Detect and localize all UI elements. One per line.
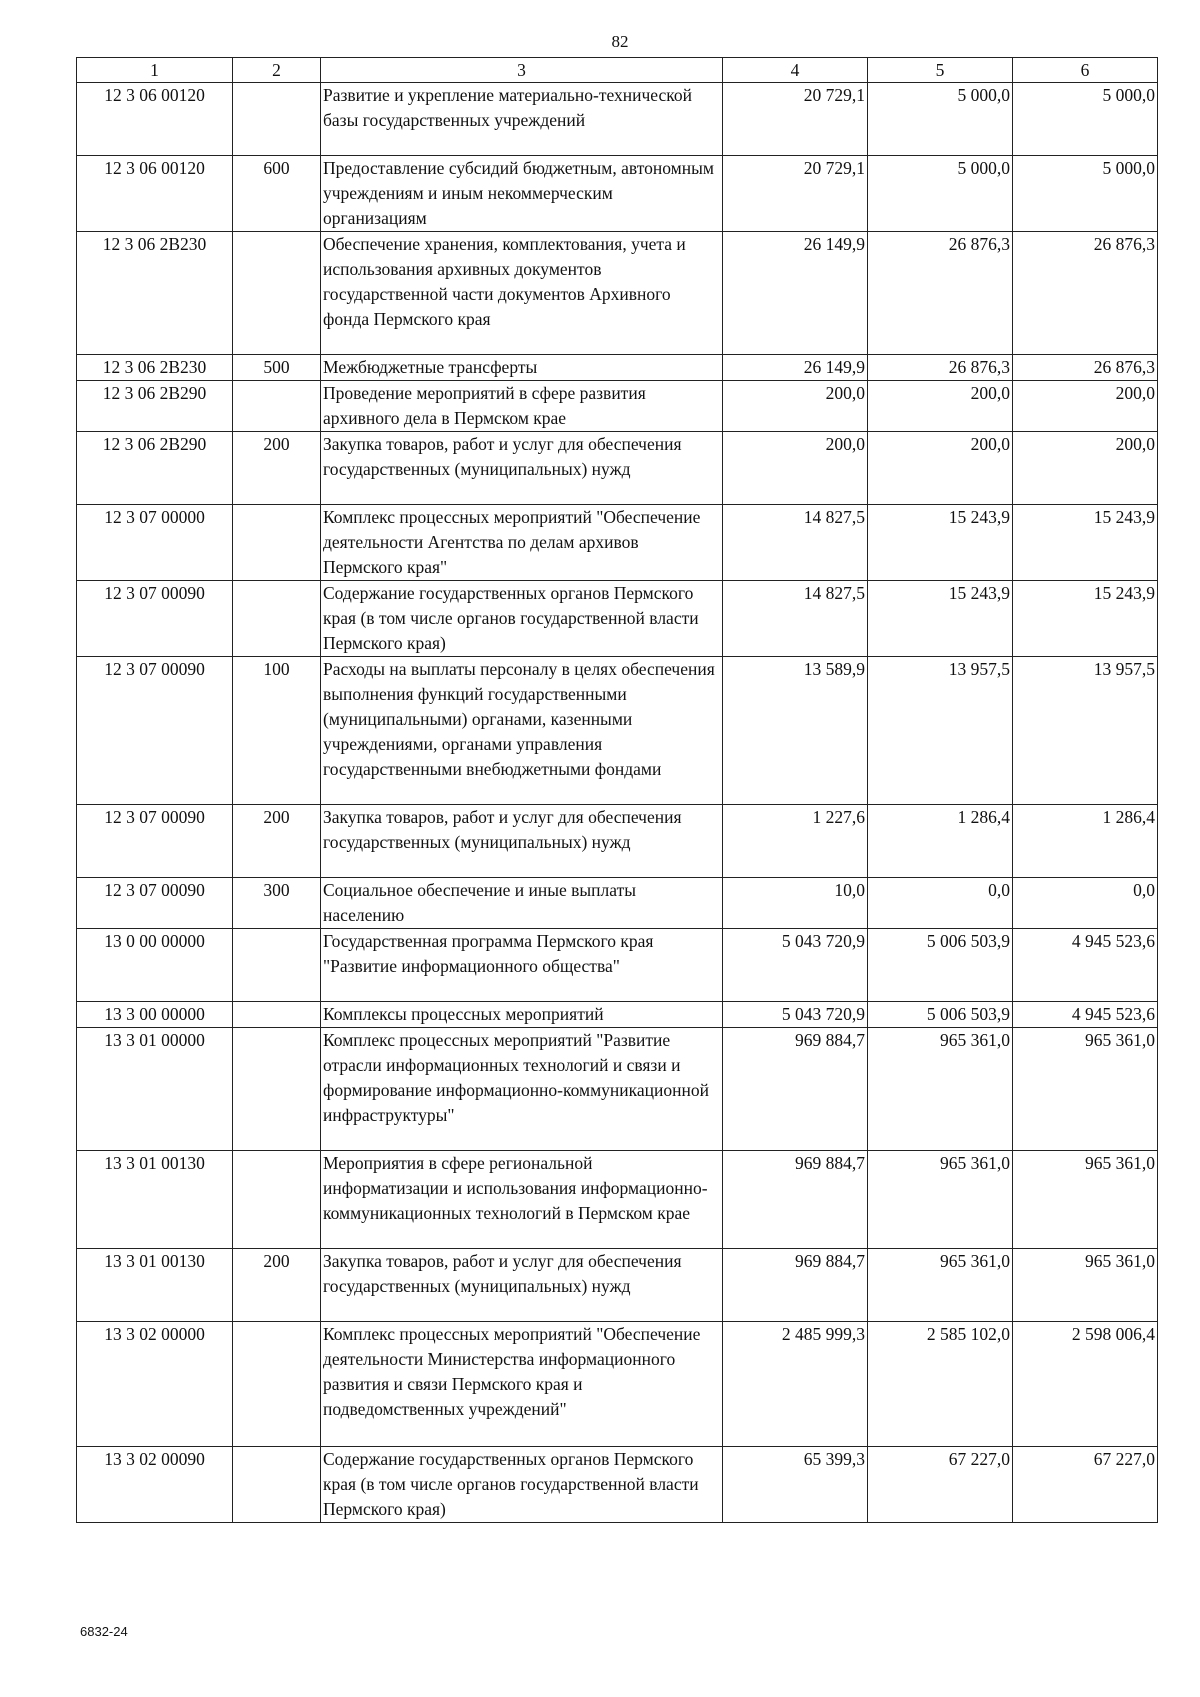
amount-col-4: 14 827,5 [723, 505, 868, 581]
column-header: 4 [723, 58, 868, 83]
amount-col-6: 4 945 523,6 [1013, 1002, 1158, 1028]
amount-col-5: 5 000,0 [868, 156, 1013, 232]
item-name: Развитие и укрепление материально-технической базы государственных учреждений [321, 83, 723, 156]
classification-code: 12 3 07 00090 [77, 657, 233, 805]
amount-col-5: 5 006 503,9 [868, 929, 1013, 1002]
page-number: 82 [611, 32, 629, 51]
amount-col-6: 15 243,9 [1013, 505, 1158, 581]
amount-col-5: 965 361,0 [868, 1028, 1013, 1151]
amount-col-6: 13 957,5 [1013, 657, 1158, 805]
amount-col-5: 0,0 [868, 878, 1013, 929]
amount-col-6: 26 876,3 [1013, 232, 1158, 355]
table-row [77, 878, 1158, 929]
amount-col-5: 26 876,3 [868, 232, 1013, 355]
amount-col-6: 965 361,0 [1013, 1028, 1158, 1151]
amount-col-5: 13 957,5 [868, 657, 1013, 805]
amount-col-6: 5 000,0 [1013, 83, 1158, 156]
classification-code: 13 3 02 00000 [77, 1322, 233, 1447]
amount-col-4: 969 884,7 [723, 1249, 868, 1322]
item-name: Закупка товаров, работ и услуг для обеспечения государственных (муниципальных) нужд [321, 432, 723, 505]
amount-col-6: 965 361,0 [1013, 1249, 1158, 1322]
amount-col-4: 969 884,7 [723, 1028, 868, 1151]
table-row [77, 581, 1158, 657]
item-name: Комплексы процессных мероприятий [321, 1002, 723, 1028]
table-row [77, 805, 1158, 878]
item-name: Проведение мероприятий в сфере развития архивного дела в Пермском крае [321, 381, 723, 432]
classification-code: 12 3 06 2В290 [77, 432, 233, 505]
amount-col-5: 200,0 [868, 381, 1013, 432]
expense-type-code: 200 [233, 432, 321, 505]
amount-col-6: 200,0 [1013, 381, 1158, 432]
amount-col-6: 4 945 523,6 [1013, 929, 1158, 1002]
table-row [77, 355, 1158, 381]
classification-code: 12 3 06 00120 [77, 83, 233, 156]
document-code: 6832-24 [80, 1624, 128, 1639]
amount-col-4: 13 589,9 [723, 657, 868, 805]
amount-col-6: 5 000,0 [1013, 156, 1158, 232]
expense-type-code [233, 232, 321, 355]
item-name: Комплекс процессных мероприятий "Обеспечение деятельности Министерства информационного развития и связи Пермского края и подведомственных учреждений" [321, 1322, 723, 1447]
amount-col-6: 1 286,4 [1013, 805, 1158, 878]
expense-type-code: 200 [233, 1249, 321, 1322]
amount-col-5: 15 243,9 [868, 581, 1013, 657]
classification-code: 13 0 00 00000 [77, 929, 233, 1002]
amount-col-4: 65 399,3 [723, 1447, 868, 1523]
amount-col-5: 5 006 503,9 [868, 1002, 1013, 1028]
classification-code: 12 3 07 00000 [77, 505, 233, 581]
column-number-row [77, 58, 1158, 83]
amount-col-4: 5 043 720,9 [723, 1002, 868, 1028]
expense-type-code [233, 1447, 321, 1523]
expense-type-code [233, 581, 321, 657]
amount-col-6: 200,0 [1013, 432, 1158, 505]
amount-col-5: 67 227,0 [868, 1447, 1013, 1523]
table-row [77, 232, 1158, 355]
amount-col-4: 2 485 999,3 [723, 1322, 868, 1447]
amount-col-5: 15 243,9 [868, 505, 1013, 581]
classification-code: 12 3 07 00090 [77, 878, 233, 929]
amount-col-5: 26 876,3 [868, 355, 1013, 381]
expense-type-code [233, 1028, 321, 1151]
amount-col-5: 2 585 102,0 [868, 1322, 1013, 1447]
amount-col-4: 969 884,7 [723, 1151, 868, 1249]
item-name: Закупка товаров, работ и услуг для обеспечения государственных (муниципальных) нужд [321, 1249, 723, 1322]
item-name: Содержание государственных органов Пермского края (в том числе органов государственной власти Пермского края) [321, 1447, 723, 1523]
amount-col-4: 20 729,1 [723, 83, 868, 156]
amount-col-4: 200,0 [723, 381, 868, 432]
expense-type-code: 600 [233, 156, 321, 232]
item-name: Комплекс процессных мероприятий "Развитие отрасли информационных технологий и связи и формирование информационно-коммуникационной инфраструктуры" [321, 1028, 723, 1151]
item-name: Комплекс процессных мероприятий "Обеспечение деятельности Агентства по делам архивов Пермского края" [321, 505, 723, 581]
table-row [77, 1447, 1158, 1523]
item-name: Расходы на выплаты персоналу в целях обеспечения выполнения функций государственными (муниципальными) органами, казенными учреждениями, органами управления государственными внебюджетными фондами [321, 657, 723, 805]
amount-col-6: 0,0 [1013, 878, 1158, 929]
table-row [77, 83, 1158, 156]
table-row [77, 156, 1158, 232]
amount-col-4: 1 227,6 [723, 805, 868, 878]
classification-code: 13 3 02 00090 [77, 1447, 233, 1523]
amount-col-4: 14 827,5 [723, 581, 868, 657]
classification-code: 12 3 07 00090 [77, 581, 233, 657]
amount-col-5: 200,0 [868, 432, 1013, 505]
item-name: Содержание государственных органов Пермского края (в том числе органов государственной власти Пермского края) [321, 581, 723, 657]
table-row [77, 1028, 1158, 1151]
amount-col-4: 10,0 [723, 878, 868, 929]
table-row [77, 929, 1158, 1002]
amount-col-4: 200,0 [723, 432, 868, 505]
classification-code: 12 3 06 2В230 [77, 232, 233, 355]
classification-code: 13 3 01 00130 [77, 1249, 233, 1322]
amount-col-5: 965 361,0 [868, 1151, 1013, 1249]
amount-col-4: 5 043 720,9 [723, 929, 868, 1002]
item-name: Социальное обеспечение и иные выплаты населению [321, 878, 723, 929]
table-row [77, 1151, 1158, 1249]
table-row [77, 657, 1158, 805]
budget-table [76, 57, 1158, 1523]
amount-col-4: 26 149,9 [723, 232, 868, 355]
expense-type-code [233, 1002, 321, 1028]
item-name: Государственная программа Пермского края "Развитие информационного общества" [321, 929, 723, 1002]
amount-col-4: 20 729,1 [723, 156, 868, 232]
item-name: Межбюджетные трансферты [321, 355, 723, 381]
expense-type-code: 200 [233, 805, 321, 878]
amount-col-6: 67 227,0 [1013, 1447, 1158, 1523]
item-name: Предоставление субсидий бюджетным, автономным учреждениям и иным некоммерческим организациям [321, 156, 723, 232]
table-row [77, 1322, 1158, 1447]
classification-code: 13 3 01 00000 [77, 1028, 233, 1151]
amount-col-5: 965 361,0 [868, 1249, 1013, 1322]
table-row [77, 381, 1158, 432]
classification-code: 12 3 07 00090 [77, 805, 233, 878]
column-header: 1 [77, 58, 233, 83]
item-name: Закупка товаров, работ и услуг для обеспечения государственных (муниципальных) нужд [321, 805, 723, 878]
column-header: 3 [321, 58, 723, 83]
table-row [77, 1002, 1158, 1028]
expense-type-code [233, 83, 321, 156]
expense-type-code [233, 1151, 321, 1249]
expense-type-code [233, 505, 321, 581]
classification-code: 13 3 01 00130 [77, 1151, 233, 1249]
table-row [77, 1249, 1158, 1322]
item-name: Мероприятия в сфере региональной информатизации и использования информационно-коммуникационных технологий в Пермском крае [321, 1151, 723, 1249]
table-row [77, 432, 1158, 505]
expense-type-code: 500 [233, 355, 321, 381]
amount-col-6: 2 598 006,4 [1013, 1322, 1158, 1447]
amount-col-6: 26 876,3 [1013, 355, 1158, 381]
amount-col-5: 1 286,4 [868, 805, 1013, 878]
amount-col-4: 26 149,9 [723, 355, 868, 381]
expense-type-code: 300 [233, 878, 321, 929]
amount-col-6: 15 243,9 [1013, 581, 1158, 657]
classification-code: 12 3 06 2В290 [77, 381, 233, 432]
expense-type-code: 100 [233, 657, 321, 805]
expense-type-code [233, 381, 321, 432]
expense-type-code [233, 929, 321, 1002]
classification-code: 12 3 06 00120 [77, 156, 233, 232]
item-name: Обеспечение хранения, комплектования, учета и использования архивных документов государственной части документов Архивного фонда Пермского края [321, 232, 723, 355]
column-header: 6 [1013, 58, 1158, 83]
column-header: 2 [233, 58, 321, 83]
amount-col-5: 5 000,0 [868, 83, 1013, 156]
amount-col-6: 965 361,0 [1013, 1151, 1158, 1249]
classification-code: 13 3 00 00000 [77, 1002, 233, 1028]
column-header: 5 [868, 58, 1013, 83]
expense-type-code [233, 1322, 321, 1447]
classification-code: 12 3 06 2В230 [77, 355, 233, 381]
table-row [77, 505, 1158, 581]
